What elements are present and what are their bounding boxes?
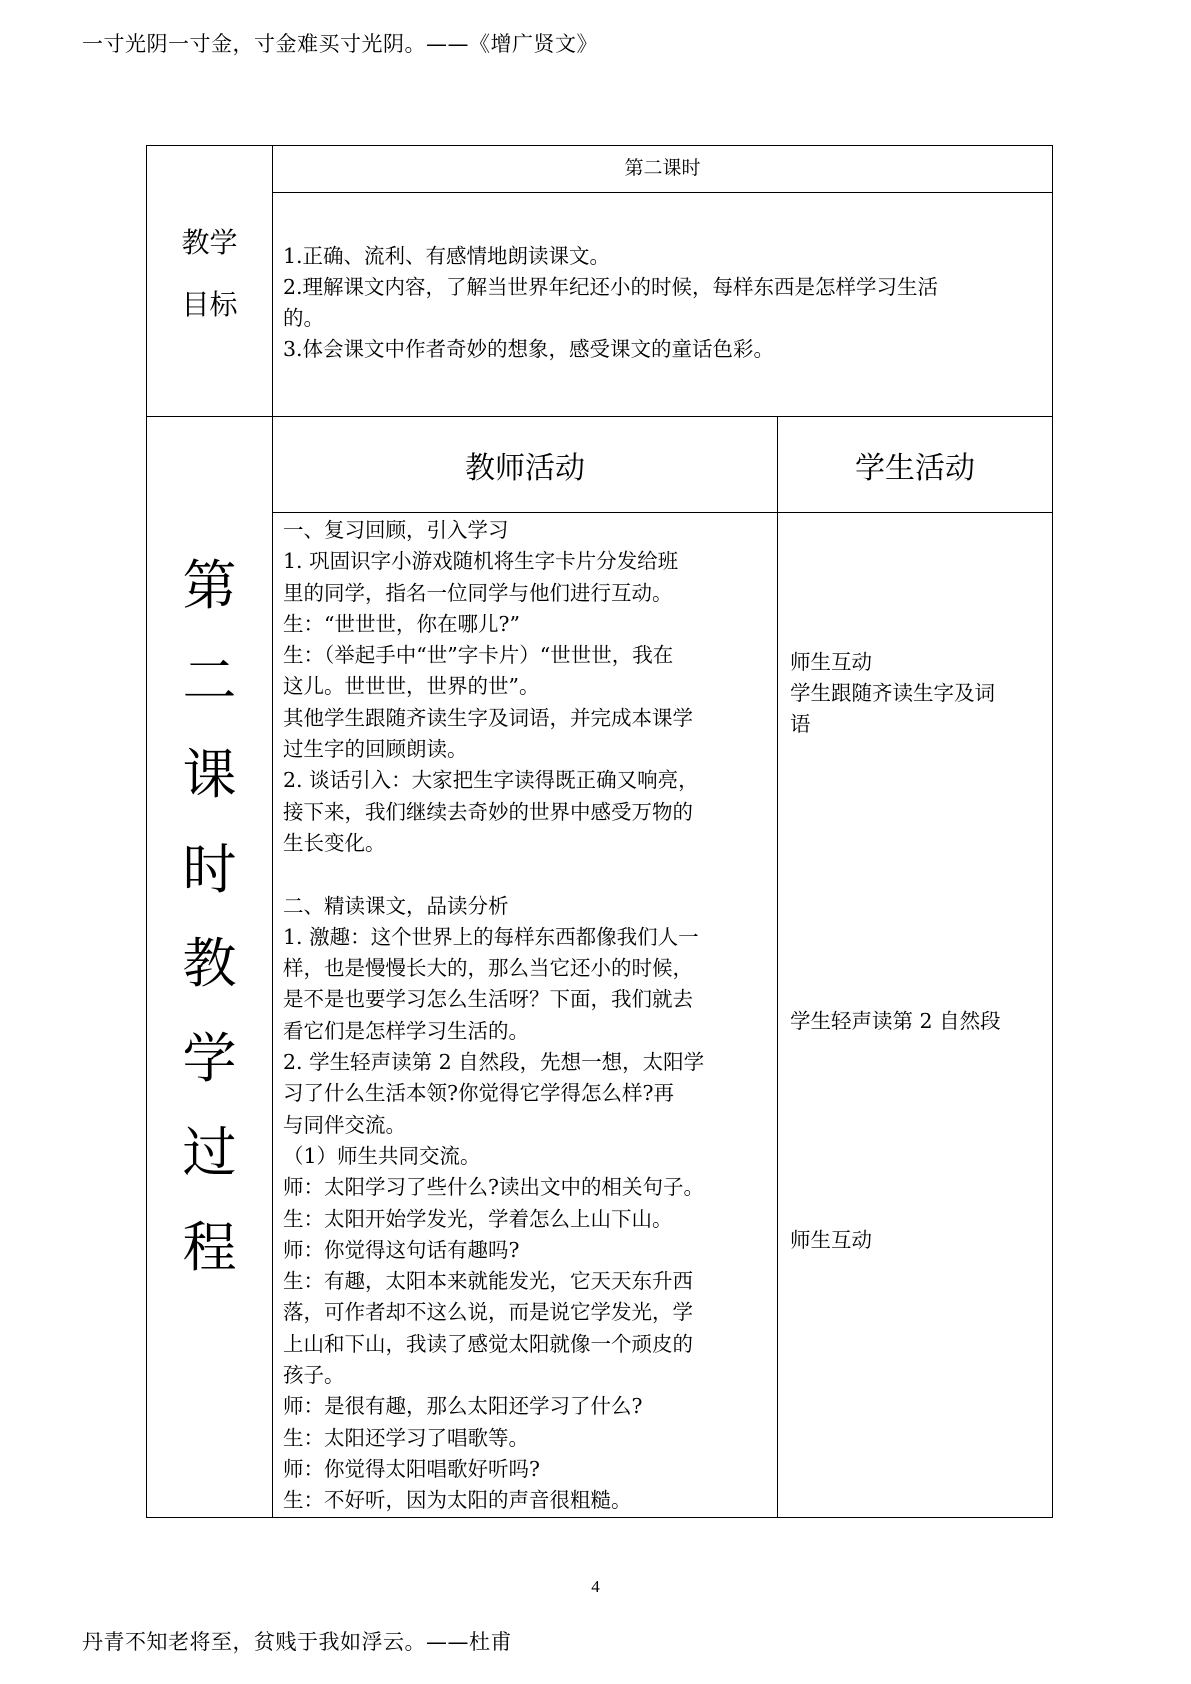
goal-item: 2.理解课文内容，了解当世界年纪还小的时候，每样东西是怎样学习生活 [283, 275, 939, 299]
teacher-activity-line: 与同伴交流。 [283, 1112, 406, 1137]
vertical-title-char: 第 [182, 554, 237, 617]
student-note: 师生互动 [790, 1228, 872, 1252]
teacher-activity-line: 师：你觉得这句话有趣吗? [283, 1237, 520, 1262]
teacher-activity-line: 一、复习回顾，引入学习 [283, 518, 509, 542]
teacher-activity-line: 生长变化。 [283, 830, 386, 855]
teaching-goals-label-line2: 目标 [181, 288, 238, 321]
goal-item: 的。 [283, 306, 324, 330]
teacher-activity-line: 二、精读课文，品读分析 [283, 893, 509, 918]
teacher-activity-line: 样，也是慢慢长大的，那么当它还小的时候， [283, 956, 693, 981]
teaching-process-label-cell [147, 417, 273, 1518]
student-note: 语 [790, 712, 811, 736]
teacher-activity-header: 教师活动 [273, 417, 778, 513]
lesson-plan-table [146, 145, 1053, 1518]
teacher-activity-line [283, 859, 771, 890]
teacher-activity-line: 生：（举起手中“世”字卡片）“世世世，我在 [283, 643, 674, 668]
teacher-activity-line: 生：太阳还学习了唱歌等。 [283, 1425, 529, 1450]
teacher-activity-line: 师：是很有趣，那么太阳还学习了什么? [283, 1394, 643, 1419]
student-note: 师生互动 [790, 650, 872, 674]
teacher-activity-line: 1. 巩固识字小游戏随机将生字卡片分发给班 [283, 549, 679, 574]
teaching-process-vertical-title [147, 417, 272, 1295]
teacher-activity-text [273, 513, 777, 1517]
teaching-goals-label-line1: 教学 [181, 226, 238, 259]
vertical-title-char: 教 [182, 932, 237, 995]
teacher-activity-line: 里的同学，指名一位同学与他们进行互动。 [283, 580, 673, 605]
vertical-title-char: 二 [182, 648, 237, 712]
vertical-title-char: 时 [182, 837, 237, 901]
footer-quote: 丹青不知老将至，贫贱于我如浮云。——杜甫 [82, 1630, 512, 1654]
teaching-goals-cell [273, 193, 1053, 417]
teacher-activity-line: 师：你觉得太阳唱歌好听吗? [283, 1456, 540, 1481]
teacher-activity-line: 是不是也要学习怎么生活呀？下面，我们就去 [283, 987, 693, 1012]
student-activity-header: 学生活动 [778, 417, 1053, 513]
teacher-activity-line: 这儿。世世世，世界的世”。 [283, 674, 540, 699]
goal-item: 1.正确、流利、有感情地朗读课文。 [283, 244, 611, 268]
teacher-activity-line: 看它们是怎样学习生活的。 [283, 1018, 529, 1043]
teacher-activity-line: 生：太阳开始学发光，学着怎么上山下山。 [283, 1206, 673, 1231]
vertical-title-char: 学 [182, 1026, 237, 1090]
period-title: 第二课时 [273, 146, 1053, 193]
teacher-activity-line: 1. 激趣：这个世界上的每样东西都像我们人一 [283, 924, 699, 949]
teacher-activity-line: 生：“世世世，你在哪儿?” [283, 611, 520, 636]
header-quote: 一寸光阴一寸金，寸金难买寸光阴。——《增广贤文》 [82, 32, 598, 56]
teacher-activity-line: 习了什么生活本领?你觉得它学得怎么样?再 [283, 1081, 674, 1106]
teacher-activity-line: 过生字的回顾朗读。 [283, 737, 468, 762]
page-number: 4 [591, 1577, 600, 1596]
teacher-activity-line: 接下来，我们继续去奇妙的世界中感受万物的 [283, 799, 693, 824]
goal-item: 3.体会课文中作者奇妙的想象，感受课文的童话色彩。 [283, 337, 775, 361]
teacher-activity-cell [273, 513, 778, 1518]
teacher-activity-line: 其他学生跟随齐读生字及词语，并完成本课学 [283, 705, 693, 730]
student-note: 学生跟随齐读生字及词 [790, 681, 995, 705]
teacher-activity-line: 上山和下山，我读了感觉太阳就像一个顽皮的 [283, 1331, 693, 1356]
teacher-activity-line: 生：有趣，太阳本来就能发光，它天天东升西 [283, 1269, 693, 1294]
vertical-title-char: 过 [182, 1121, 237, 1184]
teacher-activity-line: 孩子。 [283, 1363, 345, 1388]
teacher-activity-line: 落，可作者却不这么说，而是说它学发光，学 [283, 1300, 693, 1325]
vertical-title-char: 课 [182, 743, 237, 806]
teacher-activity-line: 2. 谈话引入：大家把生字读得既正确又响亮， [283, 768, 699, 793]
student-note: 学生轻声读第 2 自然段 [790, 1009, 1001, 1033]
teacher-activity-line: 2. 学生轻声读第 2 自然段，先想一想，太阳学 [283, 1050, 705, 1075]
teacher-activity-line: 师：太阳学习了些什么?读出文中的相关句子。 [283, 1175, 704, 1200]
vertical-title-char: 程 [182, 1215, 237, 1279]
student-activity-cell [778, 513, 1053, 1518]
teaching-goals-label-cell [147, 146, 273, 417]
teacher-activity-line: （1）师生共同交流。 [283, 1143, 481, 1168]
teacher-activity-line: 生：不好听，因为太阳的声音很粗糙。 [283, 1488, 632, 1513]
